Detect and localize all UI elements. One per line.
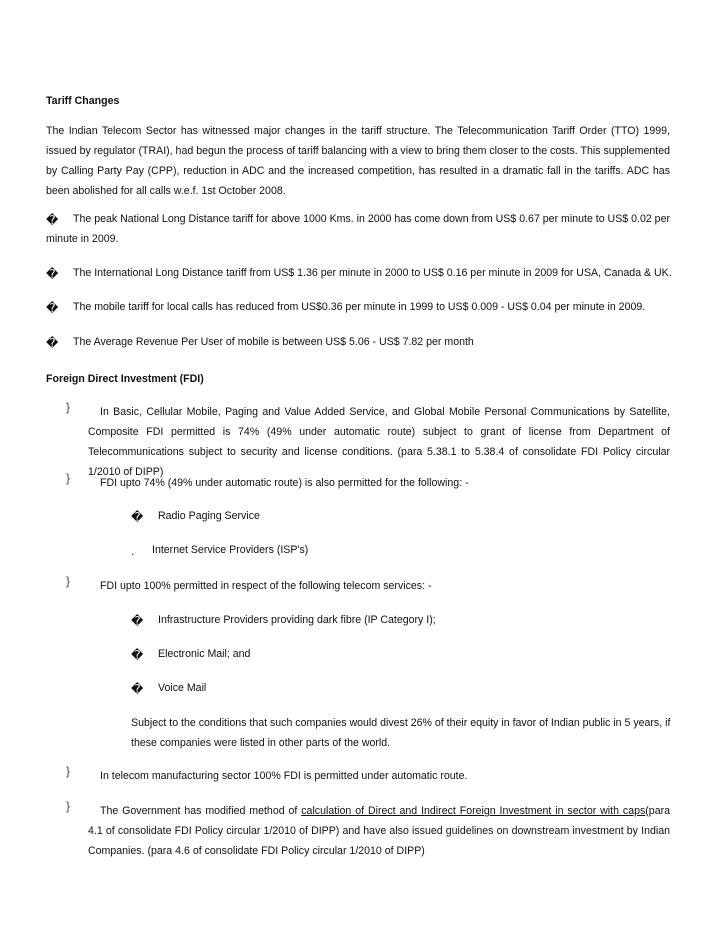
fdi-calculation-link[interactable]: calculation of Direct and Indirect Foreign Investment in sector with caps [301,805,646,817]
tariff-point: The Average Revenue Per User of mobile is between US$ 5.06 - US$ 7.82 per month [73,336,474,348]
bullet-icon: � [46,336,59,350]
section-heading-tariff: Tariff Changes [46,95,120,107]
tariff-point: The mobile tariff for local calls has reduced from US$0.36 per minute in 1999 to US$ 0.009 - US$ 0.04 per minute in 2009. [73,301,646,313]
tariff-point: The International Long Distance tariff from US$ 1.36 per minute in 2000 to US$ 0.16 per minute in 2009 for USA, Canada & UK. [73,267,672,279]
fdi-item-text: (para 4.1 of consolidate FDI Policy circular 1/2010 of DIPP) and have also issued guidelines on downstream investment by Indian Companies. (para 4.6 of consolidate FDI Policy circular 1/2010 of DIPP) [88,805,671,857]
fdi-sub-item: Internet Service Providers (ISP's) [152,544,309,556]
bullet-icon: � [131,510,144,524]
brace-bullet-icon: } [66,799,71,813]
brace-bullet-icon: } [66,400,71,414]
bullet-icon: . [131,544,135,558]
section-heading-fdi: Foreign Direct Investment (FDI) [46,373,204,385]
bullet-icon: � [131,682,144,696]
fdi-item: FDI upto 100% permitted in respect of the following telecom services: - [100,580,432,592]
fdi-item: FDI upto 74% (49% under automatic route) is also permitted for the following: - [100,477,469,489]
fdi-item: In telecom manufacturing sector 100% FDI is permitted under automatic route. [100,770,468,782]
bullet-icon: � [131,648,144,662]
tariff-point: The peak National Long Distance tariff for above 1000 Kms. in 2000 has come down from US$ 0.67 per minute to US$ 0.02 per minute in 2009. [46,213,670,245]
bullet-icon: � [46,213,59,227]
fdi-sub-item: Radio Paging Service [158,510,260,522]
fdi-item-text: The Government has modified method of [100,805,302,817]
bullet-icon: � [46,267,59,281]
fdi-sub-item: Electronic Mail; and [158,648,251,660]
fdi-note: Subject to the conditions that such companies would divest 26% of their equity in favor of Indian public in 5 years, if these companies were listed in other parts of the world. [131,717,671,749]
fdi-sub-item: Voice Mail [158,682,207,694]
brace-bullet-icon: } [66,574,71,588]
fdi-item [88,801,670,861]
brace-bullet-icon: } [66,471,71,485]
bullet-icon: � [46,301,59,315]
bullet-icon: � [131,614,144,628]
tariff-intro-paragraph: The Indian Telecom Sector has witnessed major changes in the tariff structure. The Telecommunication Tariff Order (TTO) 1999, issued by regulator (TRAI), had begun the process of tariff balancing with a view to bring them closer to the costs. This supplemented by Calling Party Pay (CPP), reduction in ADC and the increased competition, has resulted in a dramatic fall in the tariffs. ADC has been abolished for all calls w.e.f. 1st October 2008. [46,125,670,197]
fdi-item: In Basic, Cellular Mobile, Paging and Value Added Service, and Global Mobile Personal Communications by Satellite, Composite FDI permitted is 74% (49% under automatic route) subject to grant of license from Department of Telecommunications subject to security and license conditions. (para 5.38.1 to 5.38.4 of consolidate FDI Policy circular 1/2010 of DIPP) [88,406,670,478]
brace-bullet-icon: } [66,764,71,778]
fdi-sub-item: Infrastructure Providers providing dark fibre (IP Category I); [158,614,436,626]
